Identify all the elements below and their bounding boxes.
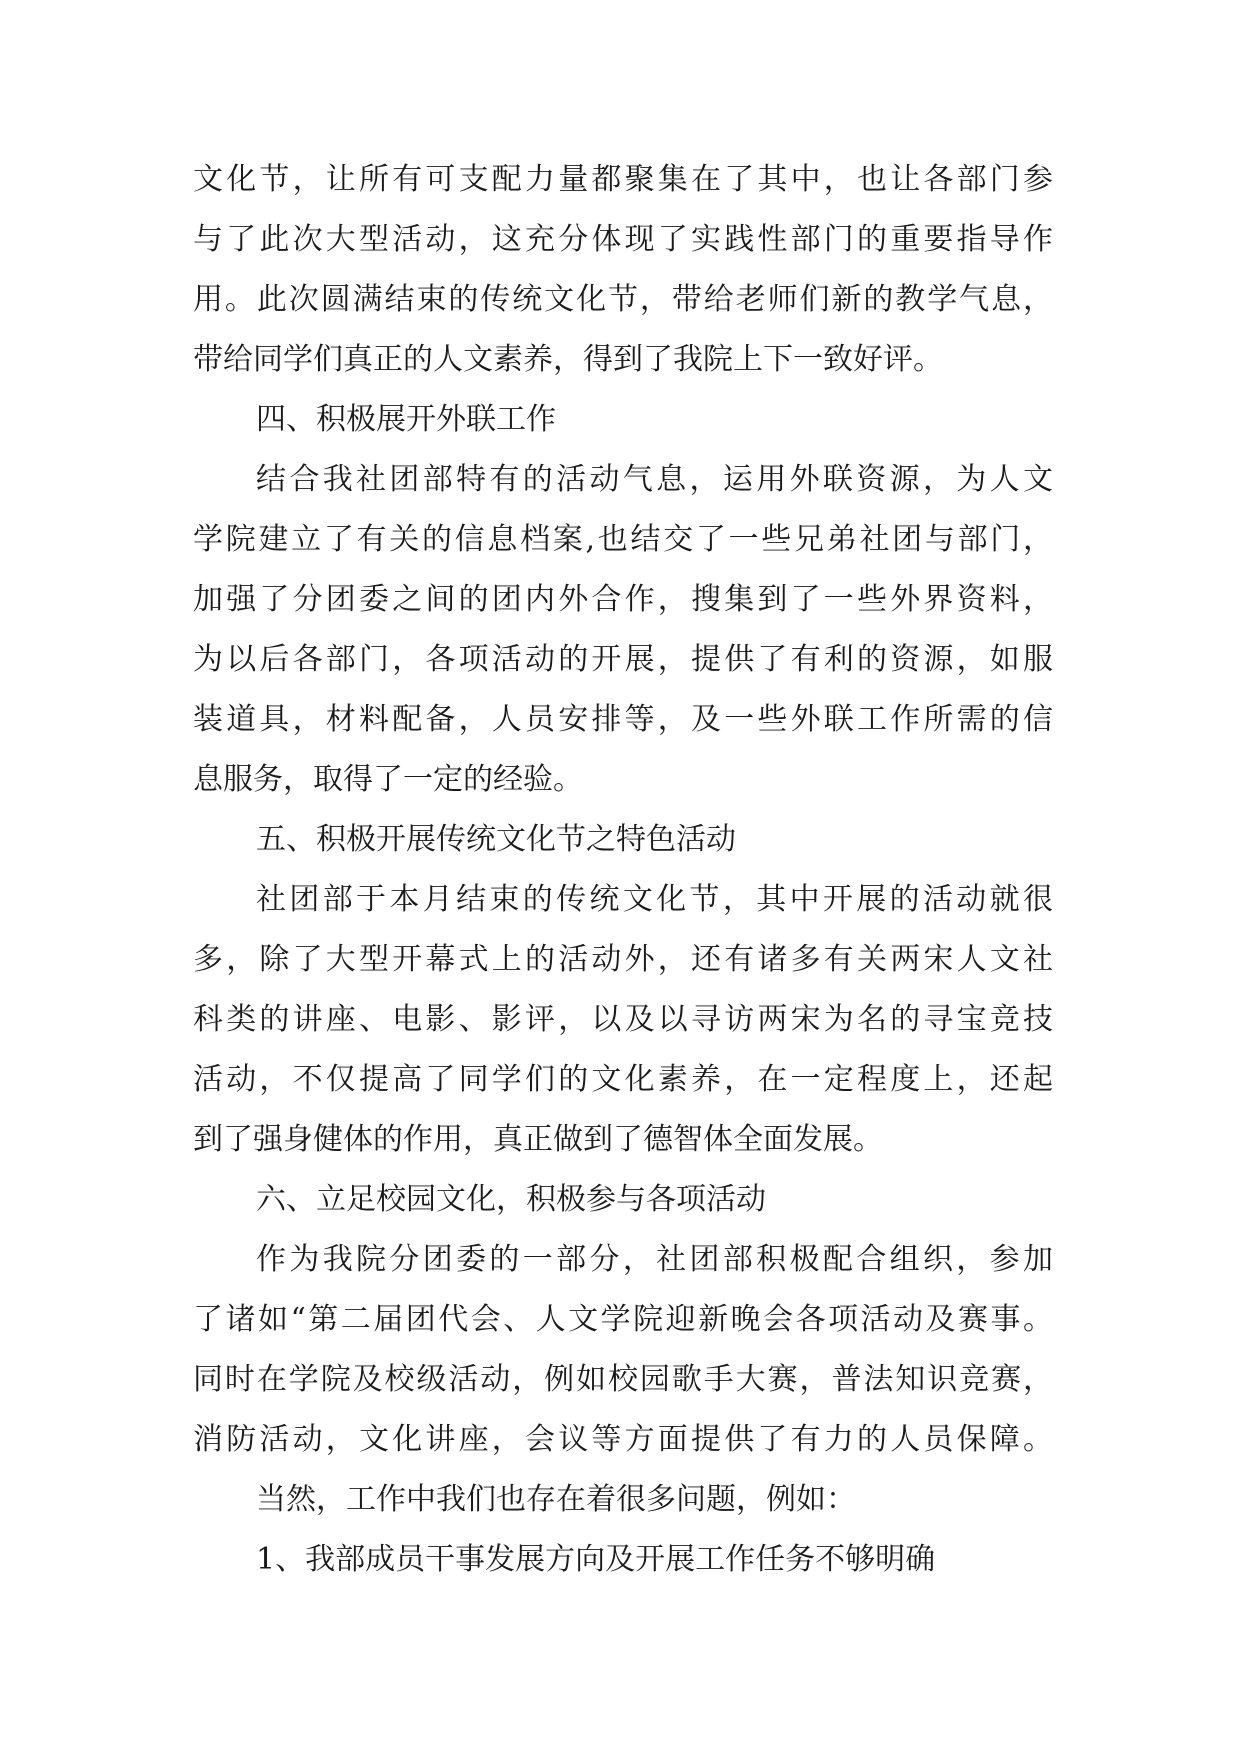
text-line: 与了此次大型活动，这充分体现了实践性部门的重要指导作 <box>193 222 1053 257</box>
section-heading: 四、积极展开外联工作 <box>256 402 556 437</box>
text-line: 活动，不仅提高了同学们的文化素养，在一定程度上，还起 <box>193 1062 1053 1097</box>
section-heading: 五、积极开展传统文化节之特色活动 <box>256 822 736 857</box>
text-line: 作为我院分团委的一部分，社团部积极配合组织，参加 <box>256 1242 1053 1277</box>
text-line: 加强了分团委之间的团内外合作，搜集到了一些外界资料， <box>193 582 1053 617</box>
section-heading: 六、立足校园文化，积极参与各项活动 <box>256 1182 766 1217</box>
text-line: 用。此次圆满结束的传统文化节，带给老师们新的教学气息， <box>193 282 1053 317</box>
text-line: 学院建立了有关的信息档案,也结交了一些兄弟社团与部门， <box>193 522 1053 557</box>
text-line: 息服务，取得了一定的经验。 <box>193 762 583 797</box>
text-line: 科类的讲座、电影、影评，以及以寻访两宋为名的寻宝竞技 <box>193 1002 1053 1037</box>
text-line: 文化节，让所有可支配力量都聚集在了其中，也让各部门参 <box>193 162 1053 197</box>
text-line: 了诸如“第二届团代会、人文学院迎新晚会各项活动及赛事。 <box>193 1302 1053 1337</box>
text-line: 带给同学们真正的人文素养，得到了我院上下一致好评。 <box>193 342 943 377</box>
list-item: 1、我部成员干事发展方向及开展工作任务不够明确 <box>256 1542 936 1577</box>
document-body <box>193 150 1053 1590</box>
text-line: 社团部于本月结束的传统文化节，其中开展的活动就很 <box>256 882 1053 917</box>
text-line: 为以后各部门，各项活动的开展，提供了有利的资源，如服 <box>193 642 1053 677</box>
text-line: 到了强身健体的作用，真正做到了德智体全面发展。 <box>193 1122 883 1157</box>
text-line: 结合我社团部特有的活动气息，运用外联资源，为人文 <box>256 462 1053 497</box>
text-line: 同时在学院及校级活动，例如校园歌手大赛，普法知识竞赛， <box>193 1362 1053 1397</box>
text-line: 多，除了大型开幕式上的活动外，还有诸多有关两宋人文社 <box>193 942 1053 977</box>
text-line: 消防活动，文化讲座，会议等方面提供了有力的人员保障。 <box>193 1422 1053 1457</box>
text-line: 当然，工作中我们也存在着很多问题，例如： <box>256 1482 856 1517</box>
text-line: 装道具，材料配备，人员安排等，及一些外联工作所需的信 <box>193 702 1053 737</box>
